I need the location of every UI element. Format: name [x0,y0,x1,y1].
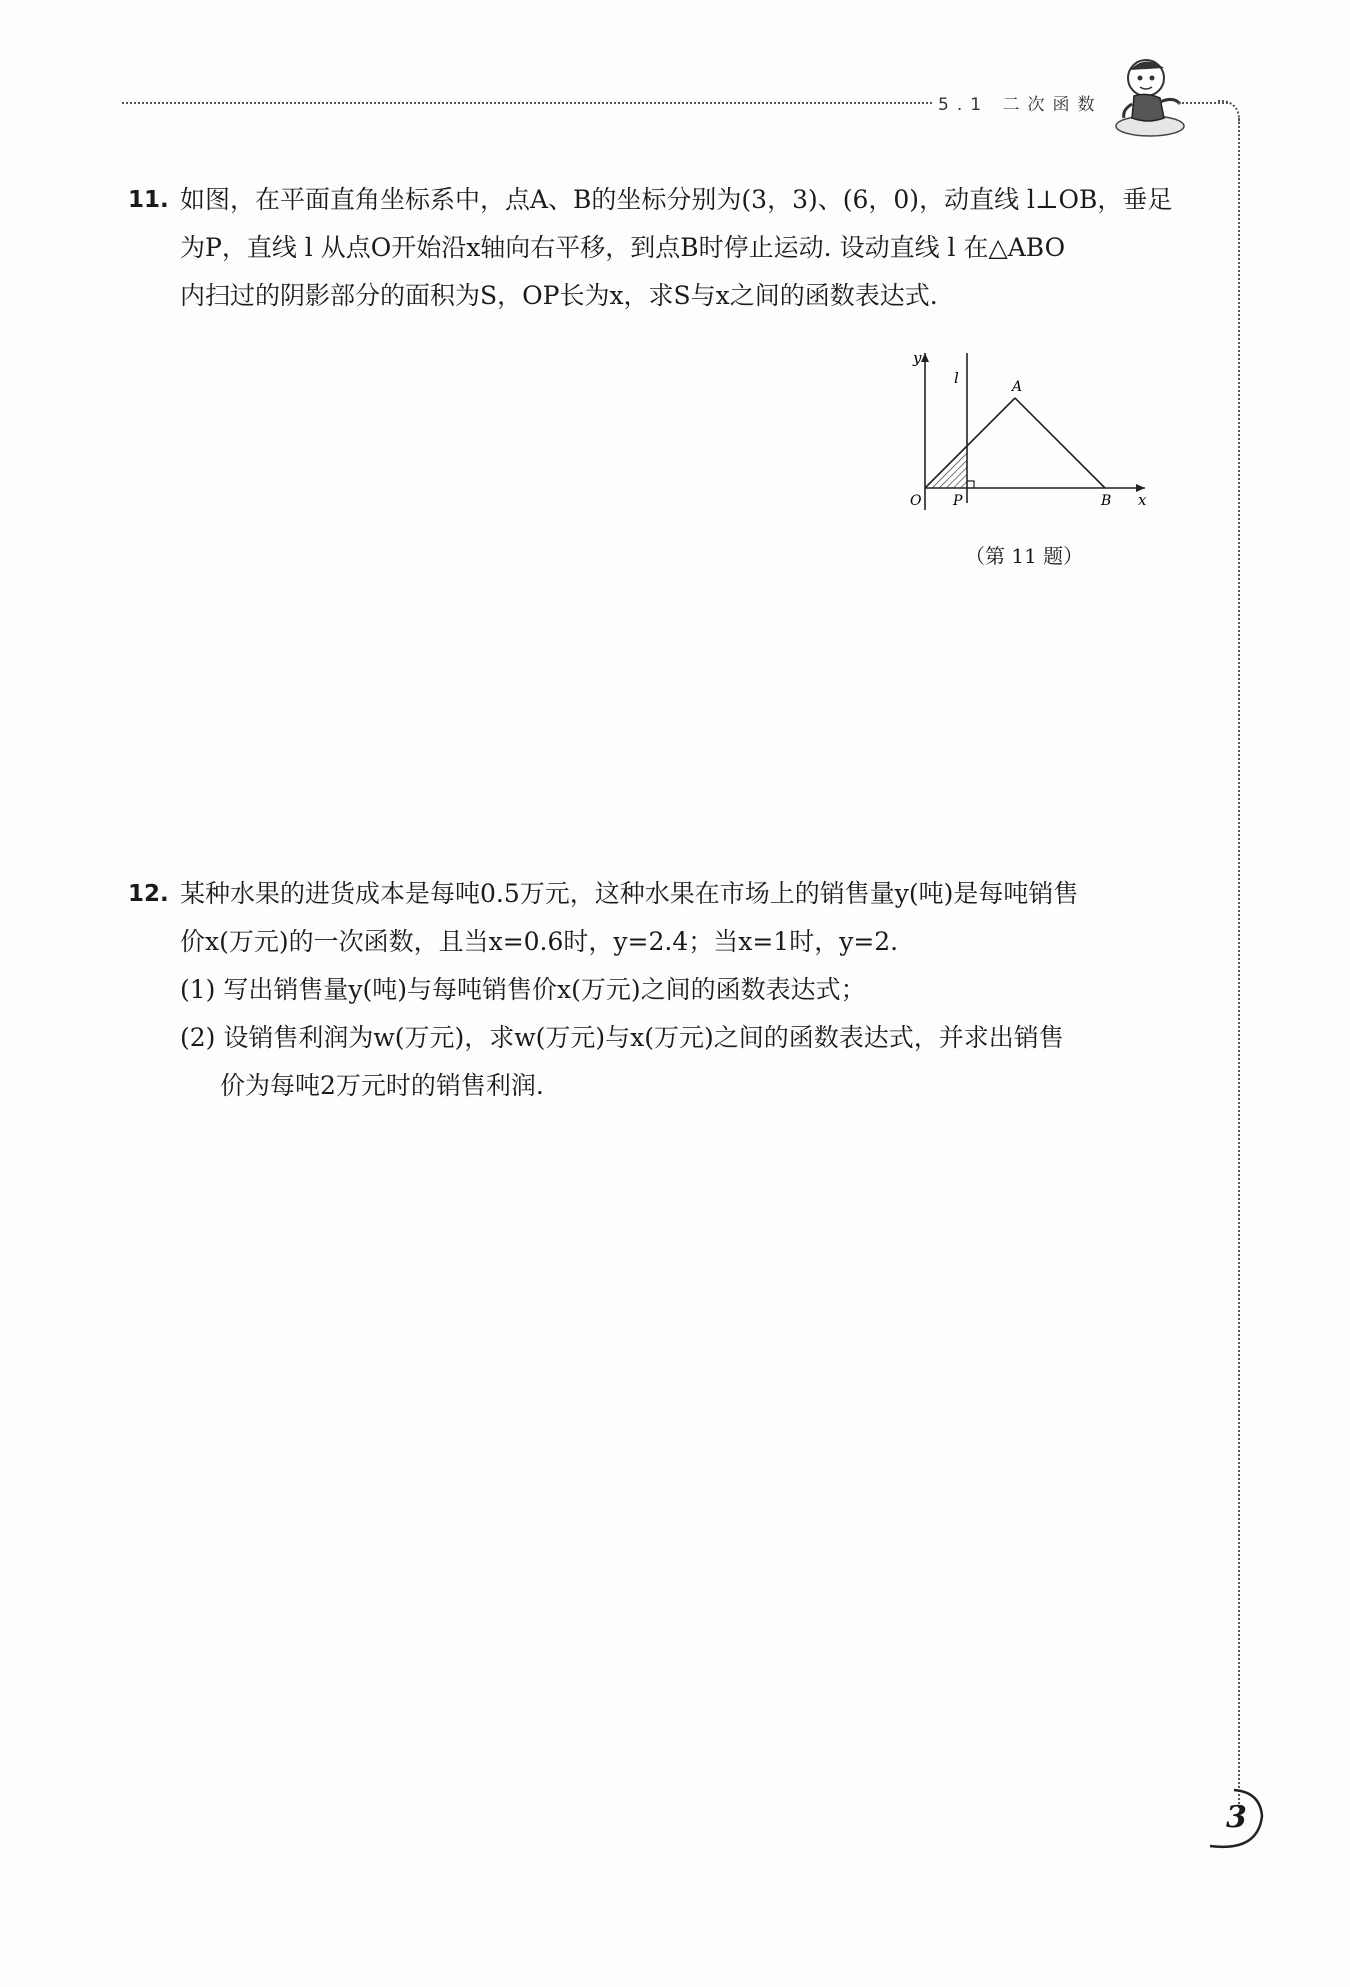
label-o: O [910,493,922,509]
coordinate-figure [905,345,1155,525]
problem-11 [128,176,1198,320]
figure-caption: （第 11 题） [965,544,1084,568]
problem-number: 11. [128,187,169,213]
label-l: l [954,369,959,387]
problem-12 [128,870,1198,1110]
mascot-illustration [1110,52,1190,138]
subquestion-1: (1) 写出销售量y(吨)与每吨销售价x(万元)之间的函数表达式； [180,975,866,1004]
segment-oa [925,398,1015,488]
label-p: P [953,493,963,509]
problem-text-line: 为P，直线 l 从点O开始沿x轴向右平移，到点B时停止运动. 设动直线 l 在△ABO [180,233,1066,262]
label-y: y [913,349,922,367]
problem-text-line: 内扫过的阴影部分的面积为S，OP长为x，求S与x之间的函数表达式. [180,281,938,310]
subquestion-2-continued: 价为每吨2万元时的销售利润. [220,1071,544,1100]
right-angle-mark [967,481,974,488]
problem-text-line: 如图，在平面直角坐标系中，点A、B的坐标分别为(3，3)、(6，0)，动直线 l⊥OB，垂足 [180,185,1173,214]
side-dotted-rule [1238,118,1240,1808]
problem-text-line: 某种水果的进货成本是每吨0.5万元，这种水果在市场上的销售量y(吨)是每吨销售 [180,879,1079,908]
subquestion-2: (2) 设销售利润为w(万元)，求w(万元)与x(万元)之间的函数表达式，并求出销售 [180,1023,1064,1052]
problem-text-line: 价x(万元)的一次函数，且当x=0.6时，y=2.4；当x=1时，y=2. [180,927,899,956]
label-b: B [1101,493,1112,509]
segment-ab [1015,398,1105,488]
header-dotted-rule [122,102,932,104]
section-title: 5.1 二次函数 [938,95,1103,115]
problem-number: 12. [128,881,169,907]
label-a: A [1012,379,1023,395]
page-border-corner [1218,100,1240,122]
page-number: 3 [1226,1800,1247,1835]
y-axis-arrow [921,353,929,362]
label-x: x [1138,491,1147,509]
